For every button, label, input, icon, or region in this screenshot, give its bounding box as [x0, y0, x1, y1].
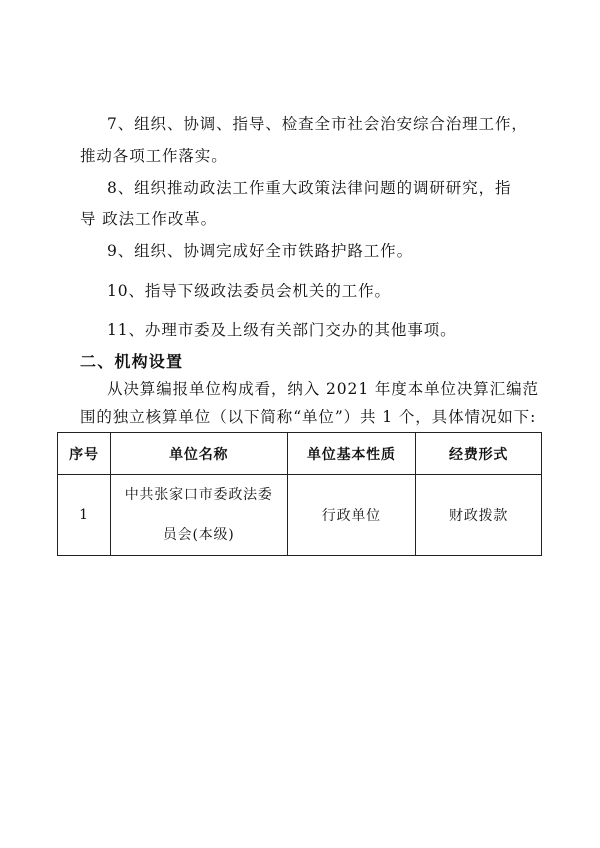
section-intro-line-1: 从决算编报单位构成看，纳入 2021 年度本单位决算汇编范	[107, 380, 539, 398]
item-7-line-1: 7、组织、协调、指导、检查全市社会治安综合治理工作，	[107, 115, 528, 133]
unit-name-line-2: 员会(本级)	[162, 527, 235, 543]
item-11: 11、办理市委及上级有关部门交办的其他事项。	[107, 321, 457, 339]
header-index: 序号	[58, 433, 111, 475]
cell-unit-nature: 行政单位	[287, 475, 416, 556]
cell-funding-type: 财政拨款	[416, 475, 542, 556]
unit-name-line-1: 中共张家口市委政法委	[124, 487, 273, 503]
item-7-line-2: 推动各项工作落实。	[80, 147, 228, 165]
cell-unit-name	[110, 475, 287, 556]
unit-table	[57, 432, 542, 556]
header-unit-nature: 单位基本性质	[287, 433, 416, 475]
header-unit-name: 单位名称	[110, 433, 287, 475]
item-8-line-2: 导 政法工作改革。	[80, 210, 218, 228]
table-header-row	[58, 433, 542, 475]
table-row	[58, 475, 542, 556]
item-8-line-1: 8、组织推动政法工作重大政策法律问题的调研研究，指	[107, 179, 512, 197]
item-9: 9、组织、协调完成好全市铁路护路工作。	[107, 242, 413, 260]
section-heading: 二、机构设置	[80, 352, 184, 371]
item-10: 10、指导下级政法委员会机关的工作。	[107, 282, 391, 300]
section-intro-line-2: 围的独立核算单位（以下简称“单位”）共 1 个，具体情况如下:	[80, 408, 537, 426]
cell-index: 1	[58, 475, 111, 556]
header-funding-type: 经费形式	[416, 433, 542, 475]
